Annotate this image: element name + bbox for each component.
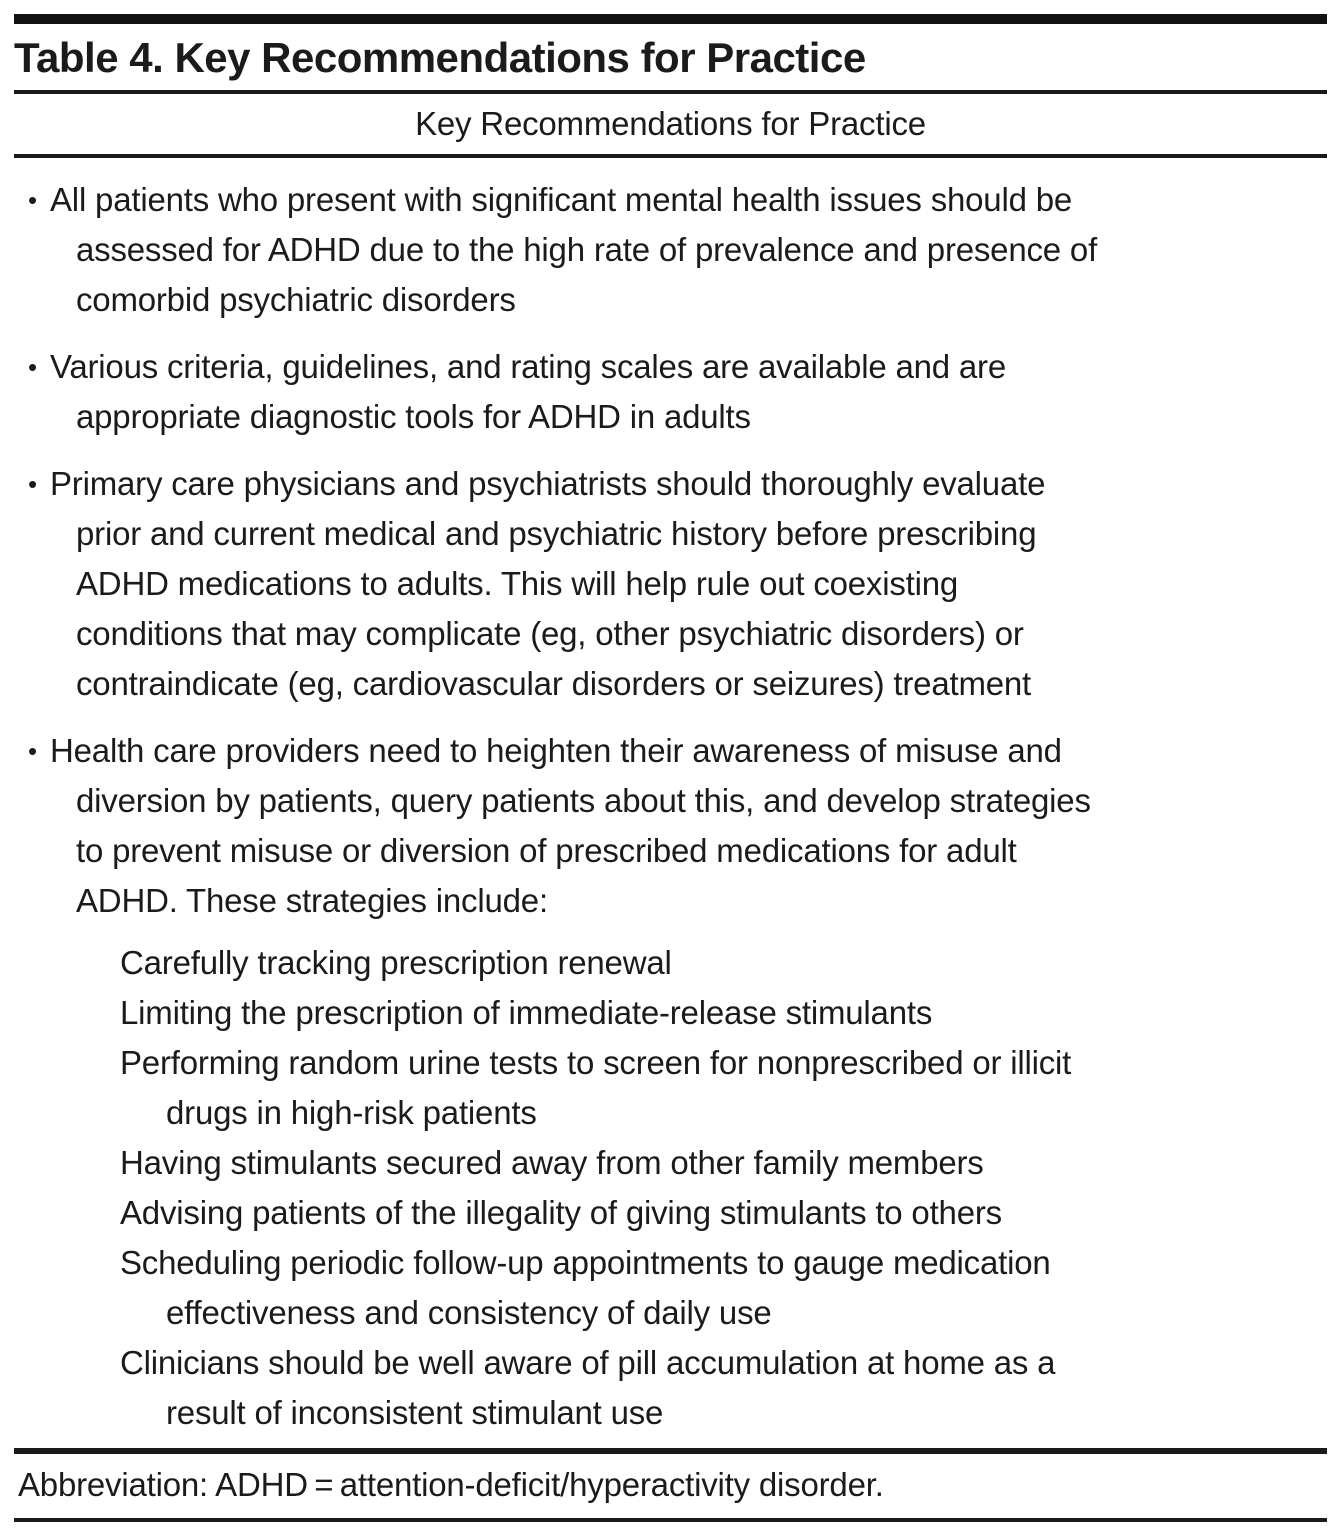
abbreviation-footnote: Abbreviation: ADHD = attention-deficit/hyperactivity disorder. (18, 1466, 884, 1503)
bullet-marker-icon: • (28, 352, 37, 382)
table-bottom-border (14, 1518, 1327, 1522)
strategy-item-continuation: result of inconsistent stimulant use (166, 1394, 664, 1431)
bullet-item-evaluate-history (14, 459, 1327, 709)
strategy-item: Scheduling periodic follow-up appointments to gauge medication (120, 1244, 1051, 1281)
strategy-item: Advising patients of the illegality of giving stimulants to others (120, 1194, 1002, 1231)
strategy-item: Performing random urine tests to screen for nonprescribed or illicit (120, 1044, 1072, 1081)
bullet-marker-icon: • (28, 185, 37, 215)
bullet-text: Various criteria, guidelines, and rating scales are available and are (50, 348, 1006, 385)
bullet-text: prior and current medical and psychiatric history before prescribing (76, 515, 1037, 552)
bullet-item-diagnostic-tools (14, 342, 1327, 442)
bullet-text: diversion by patients, query patients about this, and develop strategies (76, 782, 1091, 819)
strategy-item: Carefully tracking prescription renewal (120, 944, 672, 981)
bullet-text: comorbid psychiatric disorders (76, 281, 516, 318)
bullet-text: All patients who present with significant mental health issues should be (50, 181, 1073, 218)
strategy-item-continuation: effectiveness and consistency of daily use (166, 1294, 772, 1331)
bullet-marker-icon: • (28, 736, 37, 766)
header-rule-bottom (14, 154, 1327, 158)
bullet-text: Primary care physicians and psychiatrists should thoroughly evaluate (50, 465, 1046, 502)
column-header: Key Recommendations for Practice (415, 105, 926, 142)
bullet-text: contraindicate (eg, cardiovascular disorders or seizures) treatment (76, 665, 1032, 702)
bullet-text: Health care providers need to heighten their awareness of misuse and (50, 732, 1062, 769)
bullet-text: assessed for ADHD due to the high rate of prevalence and presence of (76, 231, 1098, 268)
table-body (14, 175, 1327, 1438)
bullet-text: ADHD medications to adults. This will help rule out coexisting (76, 565, 959, 602)
table-title: Table 4. Key Recommendations for Practice (14, 34, 866, 81)
table-top-border (14, 14, 1327, 24)
strategy-item-continuation: drugs in high-risk patients (166, 1094, 537, 1131)
bullet-item-misuse-diversion (14, 726, 1327, 926)
bullet-text: to prevent misuse or diversion of prescribed medications for adult (76, 832, 1017, 869)
strategies-list (14, 938, 1327, 1438)
strategy-item: Having stimulants secured away from other family members (120, 1144, 984, 1181)
bullet-line (14, 342, 1327, 392)
bullet-line (14, 459, 1327, 509)
bullet-marker-icon: • (28, 469, 37, 499)
bullet-line (14, 726, 1327, 776)
strategy-item: Limiting the prescription of immediate-release stimulants (120, 994, 933, 1031)
bullet-text: appropriate diagnostic tools for ADHD in adults (76, 398, 751, 435)
bullet-line (14, 175, 1327, 225)
bullet-text: conditions that may complicate (eg, other psychiatric disorders) or (76, 615, 1024, 652)
bullet-text: ADHD. These strategies include: (76, 882, 548, 919)
bullet-item-assessment (14, 175, 1327, 325)
strategy-item: Clinicians should be well aware of pill accumulation at home as a (120, 1344, 1056, 1381)
